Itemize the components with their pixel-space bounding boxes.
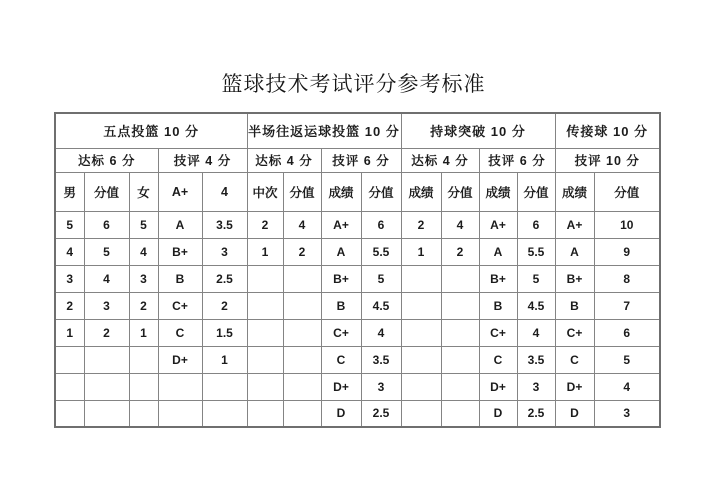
column-header-cell: 成绩: [555, 172, 594, 211]
table-cell: [247, 373, 283, 400]
column-header-cell: 分值: [441, 172, 479, 211]
table-cell: C: [555, 346, 594, 373]
subsection-header-cell: 达标 4 分: [247, 148, 321, 172]
table-cell: 4: [283, 211, 321, 238]
table-cell: [129, 400, 158, 427]
table-cell: A: [479, 238, 517, 265]
table-cell: 2: [84, 319, 129, 346]
section-header-cell: 持球突破 10 分: [401, 113, 555, 148]
score-table: [54, 112, 661, 428]
table-cell: 2: [401, 211, 441, 238]
table-cell: 4.5: [361, 292, 401, 319]
table-cell: B+: [158, 238, 202, 265]
table-cell: 2: [247, 211, 283, 238]
table-cell: 1: [55, 319, 84, 346]
table-row: [55, 211, 660, 238]
table-cell: 3.5: [517, 346, 555, 373]
score-table-head: [55, 113, 660, 211]
table-cell: A: [555, 238, 594, 265]
table-cell: 6: [594, 319, 660, 346]
table-row: [55, 319, 660, 346]
table-cell: [441, 400, 479, 427]
table-cell: [84, 373, 129, 400]
table-cell: C+: [555, 319, 594, 346]
table-cell: [283, 346, 321, 373]
table-cell: 5: [517, 265, 555, 292]
table-cell: 2.5: [517, 400, 555, 427]
page-title: 篮球技术考试评分参考标准: [221, 72, 486, 96]
table-cell: 2.5: [361, 400, 401, 427]
table-cell: [55, 373, 84, 400]
table-cell: [401, 400, 441, 427]
section-header-row: [55, 113, 660, 148]
table-cell: A: [321, 238, 361, 265]
subsection-header-cell: 技评 6 分: [321, 148, 401, 172]
table-cell: 4.5: [517, 292, 555, 319]
table-cell: B: [158, 265, 202, 292]
table-cell: [247, 265, 283, 292]
table-row: [55, 346, 660, 373]
table-cell: 5: [55, 211, 84, 238]
table-cell: D+: [321, 373, 361, 400]
table-cell: [283, 265, 321, 292]
table-cell: 2: [441, 238, 479, 265]
table-cell: 8: [594, 265, 660, 292]
table-row: [55, 265, 660, 292]
table-cell: 6: [84, 211, 129, 238]
table-cell: [202, 400, 247, 427]
table-cell: C: [158, 319, 202, 346]
table-cell: [247, 292, 283, 319]
table-cell: [283, 373, 321, 400]
column-header-cell: 成绩: [321, 172, 361, 211]
table-cell: [55, 400, 84, 427]
table-cell: 10: [594, 211, 660, 238]
column-header-cell: 分值: [517, 172, 555, 211]
table-cell: [441, 373, 479, 400]
table-cell: [84, 400, 129, 427]
table-cell: B+: [321, 265, 361, 292]
table-cell: D: [479, 400, 517, 427]
subsection-header-cell: 达标 6 分: [55, 148, 158, 172]
section-header-cell: 五点投篮 10 分: [55, 113, 247, 148]
table-cell: 2: [55, 292, 84, 319]
table-cell: A+: [321, 211, 361, 238]
column-header-cell: 分值: [594, 172, 660, 211]
column-header-cell: 女: [129, 172, 158, 211]
table-cell: 3: [202, 238, 247, 265]
subsection-header-cell: 技评 6 分: [479, 148, 555, 172]
column-header-cell: 中次: [247, 172, 283, 211]
table-cell: B+: [479, 265, 517, 292]
column-header-cell: 成绩: [401, 172, 441, 211]
column-header-cell: 分值: [361, 172, 401, 211]
subsection-header-cell: 达标 4 分: [401, 148, 479, 172]
table-cell: 2: [202, 292, 247, 319]
table-cell: C: [479, 346, 517, 373]
table-cell: 3: [129, 265, 158, 292]
table-cell: 2: [129, 292, 158, 319]
table-cell: D: [321, 400, 361, 427]
column-header-cell: 4: [202, 172, 247, 211]
table-cell: [283, 319, 321, 346]
table-cell: 2.5: [202, 265, 247, 292]
table-cell: [129, 346, 158, 373]
table-cell: 1: [129, 319, 158, 346]
table-cell: D: [555, 400, 594, 427]
column-header-cell: 分值: [84, 172, 129, 211]
table-cell: [55, 346, 84, 373]
table-cell: C: [321, 346, 361, 373]
table-cell: C+: [158, 292, 202, 319]
score-table-body: [55, 211, 660, 427]
table-cell: 4: [84, 265, 129, 292]
table-cell: 5: [361, 265, 401, 292]
table-cell: B: [321, 292, 361, 319]
table-cell: A: [158, 211, 202, 238]
table-cell: C+: [321, 319, 361, 346]
table-cell: [401, 346, 441, 373]
table-cell: B: [479, 292, 517, 319]
table-cell: 3: [517, 373, 555, 400]
table-cell: [401, 265, 441, 292]
table-cell: [441, 346, 479, 373]
table-cell: 4: [361, 319, 401, 346]
table-cell: 2: [283, 238, 321, 265]
table-cell: 1: [401, 238, 441, 265]
table-cell: 3: [361, 373, 401, 400]
table-cell: [401, 373, 441, 400]
table-cell: D+: [555, 373, 594, 400]
table-cell: B: [555, 292, 594, 319]
table-cell: 4: [441, 211, 479, 238]
table-cell: 1: [202, 346, 247, 373]
column-header-cell: 男: [55, 172, 84, 211]
table-cell: C+: [479, 319, 517, 346]
table-cell: 5: [594, 346, 660, 373]
table-cell: [247, 346, 283, 373]
table-cell: 4: [594, 373, 660, 400]
table-cell: [441, 265, 479, 292]
table-cell: [202, 373, 247, 400]
table-cell: 6: [361, 211, 401, 238]
table-cell: 5.5: [361, 238, 401, 265]
table-cell: A+: [555, 211, 594, 238]
column-header-row: [55, 172, 660, 211]
table-cell: 5: [129, 211, 158, 238]
table-row: [55, 292, 660, 319]
table-cell: [441, 319, 479, 346]
table-cell: 3: [594, 400, 660, 427]
table-cell: [401, 319, 441, 346]
table-cell: 4: [517, 319, 555, 346]
table-cell: B+: [555, 265, 594, 292]
table-cell: [158, 400, 202, 427]
table-cell: [247, 400, 283, 427]
table-cell: 3.5: [202, 211, 247, 238]
table-cell: 3: [84, 292, 129, 319]
table-cell: A+: [479, 211, 517, 238]
subsection-header-cell: 技评 4 分: [158, 148, 247, 172]
table-cell: 7: [594, 292, 660, 319]
subsection-header-row: [55, 148, 660, 172]
table-cell: 1: [247, 238, 283, 265]
column-header-cell: A+: [158, 172, 202, 211]
table-cell: 4: [129, 238, 158, 265]
subsection-header-cell: 技评 10 分: [555, 148, 660, 172]
table-cell: 5: [84, 238, 129, 265]
table-cell: 4: [55, 238, 84, 265]
table-cell: [129, 373, 158, 400]
section-header-cell: 半场往返运球投篮 10 分: [247, 113, 401, 148]
table-cell: [401, 292, 441, 319]
column-header-cell: 分值: [283, 172, 321, 211]
table-cell: 3.5: [361, 346, 401, 373]
table-cell: [158, 373, 202, 400]
table-cell: 3: [55, 265, 84, 292]
table-cell: 5.5: [517, 238, 555, 265]
table-row: [55, 238, 660, 265]
table-cell: 9: [594, 238, 660, 265]
section-header-cell: 传接球 10 分: [555, 113, 660, 148]
table-cell: D+: [158, 346, 202, 373]
table-cell: 1.5: [202, 319, 247, 346]
table-row: [55, 400, 660, 427]
table-cell: [84, 346, 129, 373]
table-cell: [247, 319, 283, 346]
table-cell: [441, 292, 479, 319]
table-cell: [283, 400, 321, 427]
table-cell: D+: [479, 373, 517, 400]
column-header-cell: 成绩: [479, 172, 517, 211]
table-cell: 6: [517, 211, 555, 238]
table-cell: [283, 292, 321, 319]
table-row: [55, 373, 660, 400]
